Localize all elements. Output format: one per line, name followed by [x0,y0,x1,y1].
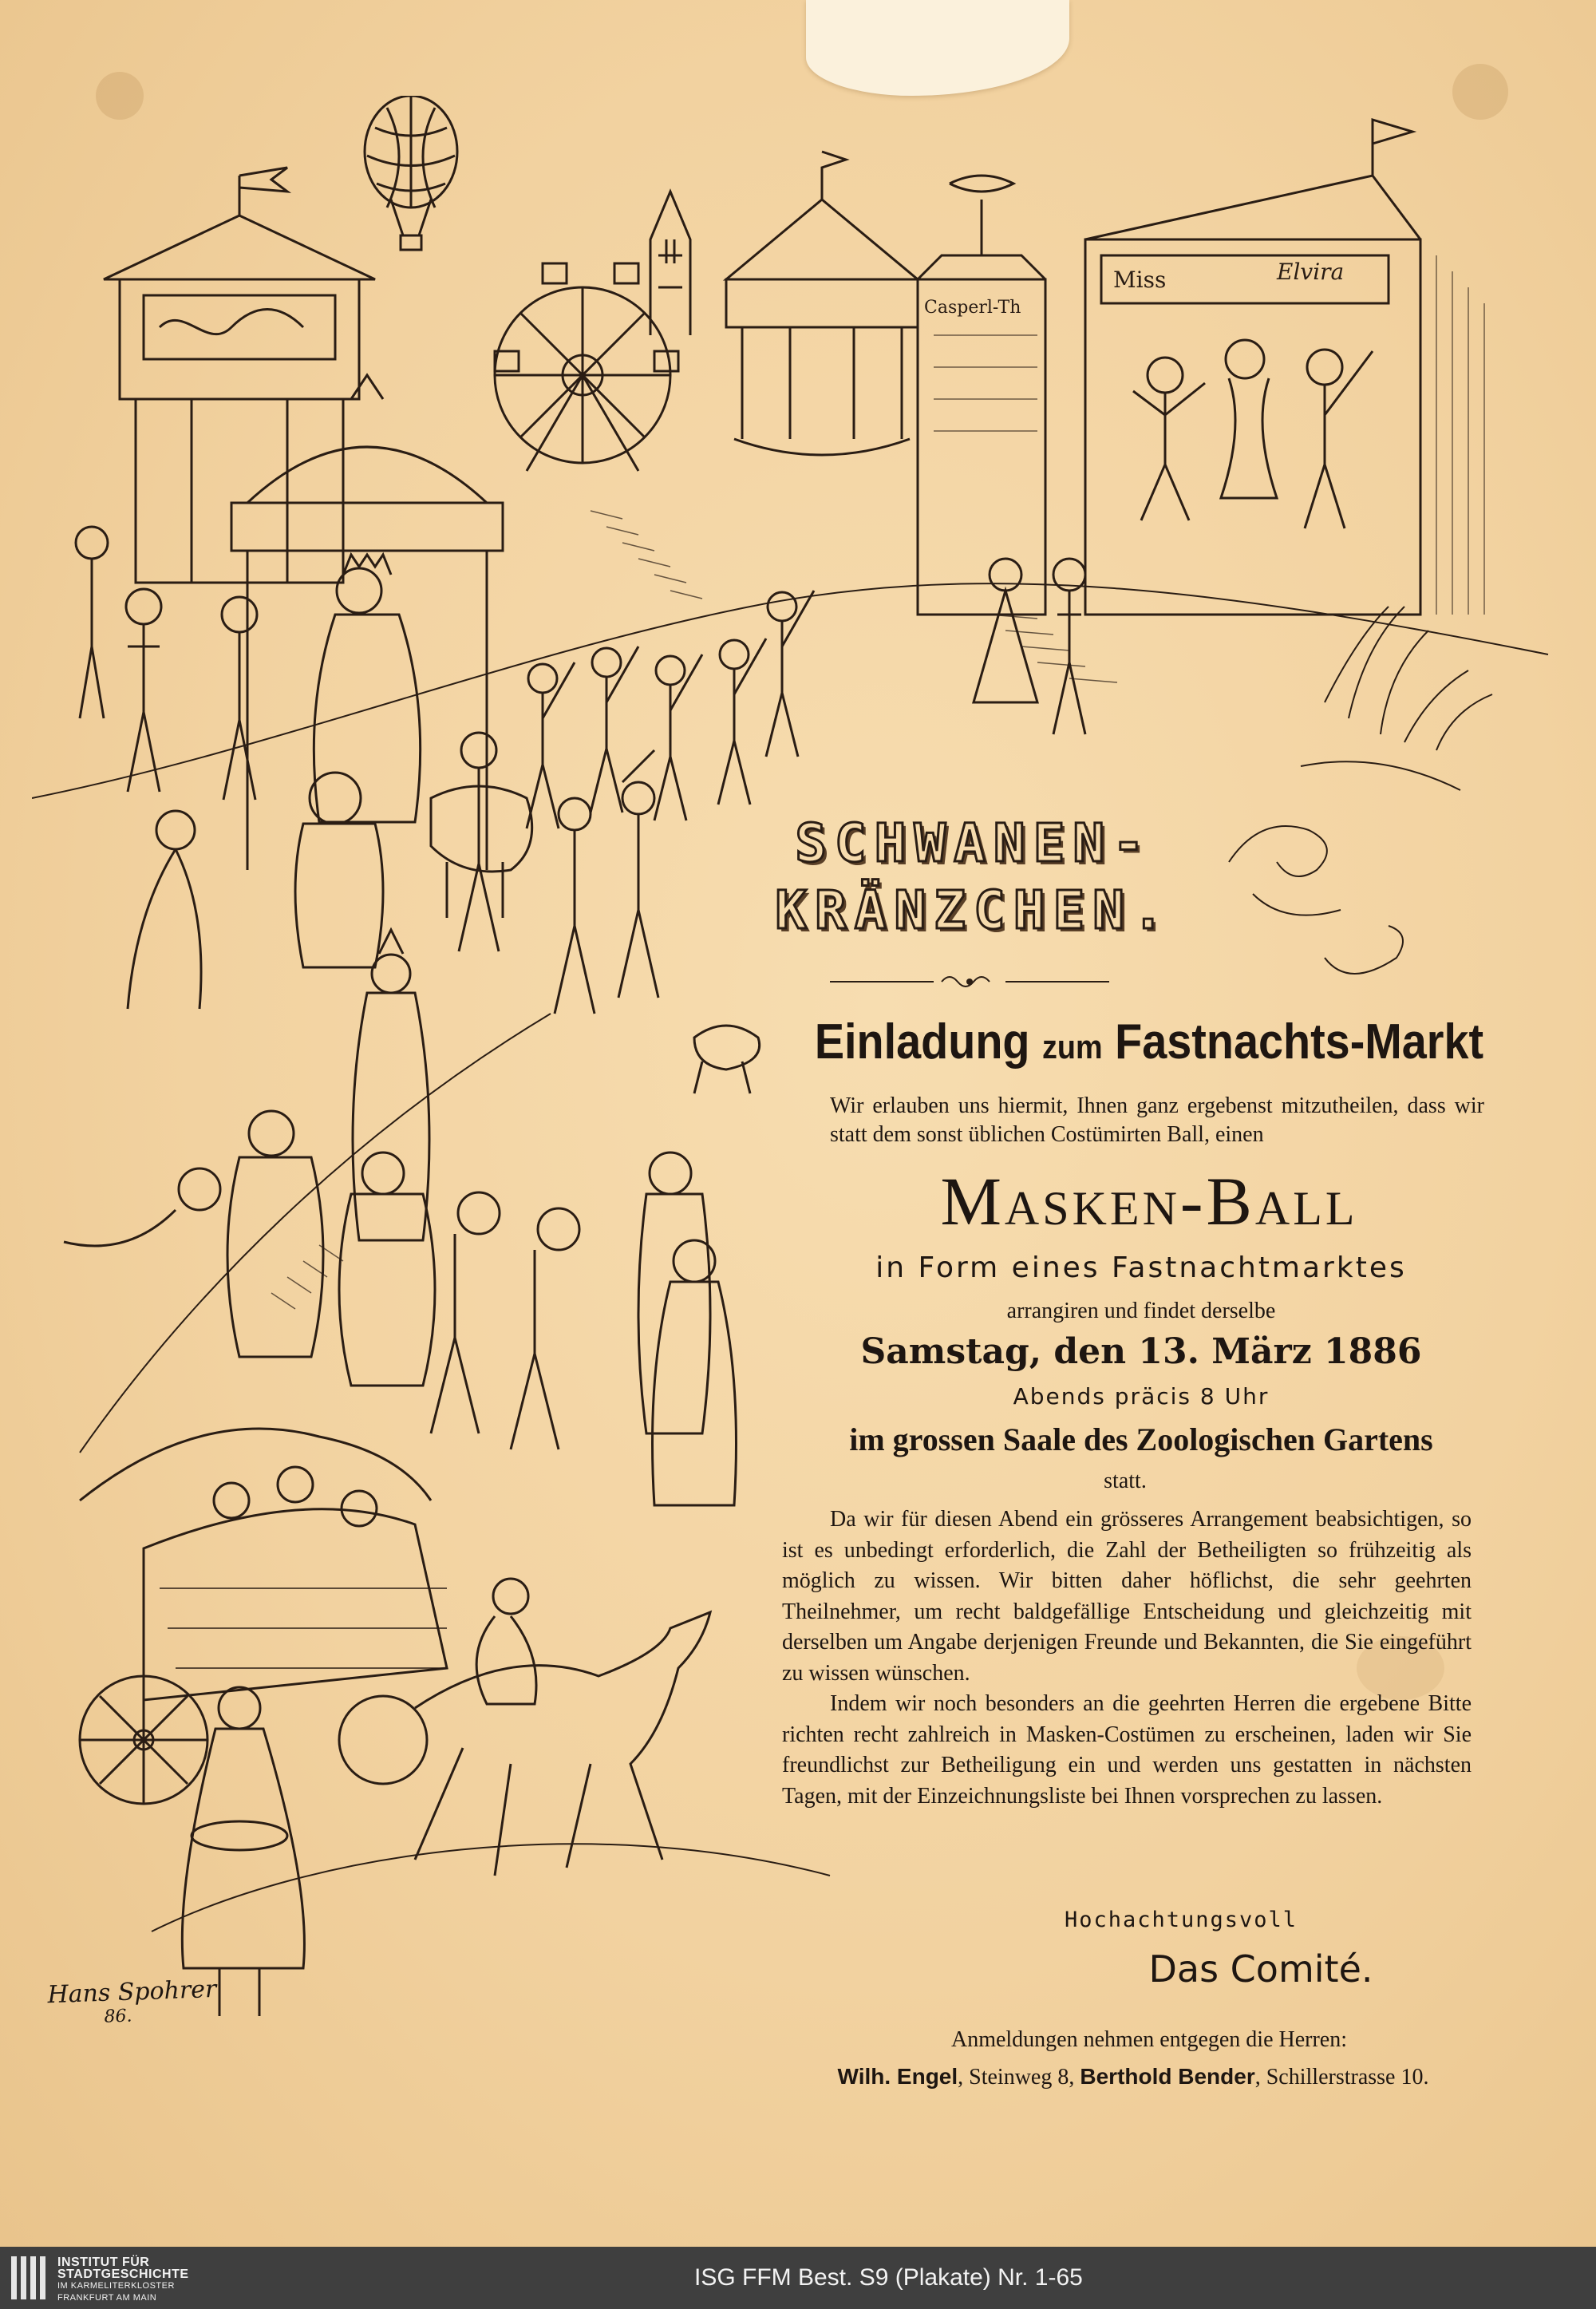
artist-signature [47,1975,288,2031]
title-line-2: KRÄNZCHEN. [775,880,1172,941]
contacts-line [766,2064,1500,2090]
torn-corner [806,0,1069,96]
booth-sign-elvira: Elvira [1277,259,1345,285]
paragraph-1: Da wir für diesen Abend ein grösseres Arrangement beabsichtigen, so ist es unbedingt erforderlich, die Zahl der Betheiligten so frühzeitig als möglich zu wissen. Wir bitten daher höflichst, die sehr geehrten Theilnehmer, um recht baldgefällige Entscheidung und gleichzeitig mit derselben um Angabe derjenigen Freunde und Bekannten, die Sie eingeführt zu wissen wünschen. [782,1507,1472,1686]
signed-by: Das Comité. [1148,1947,1373,1991]
event-venue: im grossen Saale des Zoologischen Gartens [849,1421,1433,1457]
invite-small: zum [1042,1028,1103,1066]
intro-text: Wir erlauben uns hiermit, Ihnen ganz ergebenst mitzutheilen, dass wir statt dem sonst üblichen Costümirten Ball, einen [830,1093,1484,1147]
invite-prefix: Einladung [814,1014,1043,1069]
form-line: in Form eines Fastnachtmarktes [875,1251,1407,1284]
artist-name: Hans Spohrer [46,1975,217,2010]
title-line-1: SCHWANEN- [795,812,1152,874]
invite-suffix: Fastnachts-Markt [1102,1014,1484,1069]
booth-sign-miss: Miss [1113,267,1167,293]
poster-title [766,810,1181,944]
institute-line-2: STADTGESCHICHTE [57,2267,189,2281]
contact-2-name: Berthold Bender [1080,2064,1255,2089]
arranged-line: arrangiren und findet derselbe [1006,1299,1276,1323]
body-text [782,1504,1472,1812]
paragraph-2: Indem wir noch besonders an die geehrten Herren die ergebene Bitte richten recht zahlreich in Masken-Costümen zu erscheinen, laden wir Sie freundlichst zur Betheiligung ein und werden uns gestatten in nächsten Tagen, mit der Einzeichnungsliste bei Ihnen vorsprechen zu lassen. [782,1691,1472,1809]
archive-reference: ISG FFM Best. S9 (Plakate) Nr. 1-65 [694,2264,1083,2291]
closing-line: Hochachtungsvoll [1064,1908,1298,1932]
artist-year: 86. [104,2006,132,2027]
archive-logo-bars-icon [11,2256,48,2299]
contact-1-name: Wilh. Engel [837,2064,958,2089]
masken-ball-headline: Masken-Ball [940,1163,1358,1240]
archive-footer-bar [0,2247,1596,2309]
event-time: Abends präcis 8 Uhr [1013,1383,1270,1410]
booth-sign-casperl: Casperl-Th [924,298,1021,318]
institute-line-3: IM KARMELITERKLOSTER [57,2281,175,2291]
institute-line-4: FRANKFURT AM MAIN [57,2293,157,2303]
ornament-divider [830,970,1109,994]
statt-line: statt. [1104,1469,1147,1493]
event-date: Samstag, den 13. März 1886 [860,1331,1422,1372]
institute-line-1: INSTITUT FÜR [57,2256,150,2269]
invitation-heading [804,1014,1494,1070]
registration-line: Anmeldungen nehmen entgegen die Herren: [950,2027,1348,2052]
institute-name [57,2256,189,2304]
contact-2-address: , Schillerstrasse 10. [1254,2065,1429,2090]
contact-1-address: , Steinweg 8, [958,2065,1080,2090]
